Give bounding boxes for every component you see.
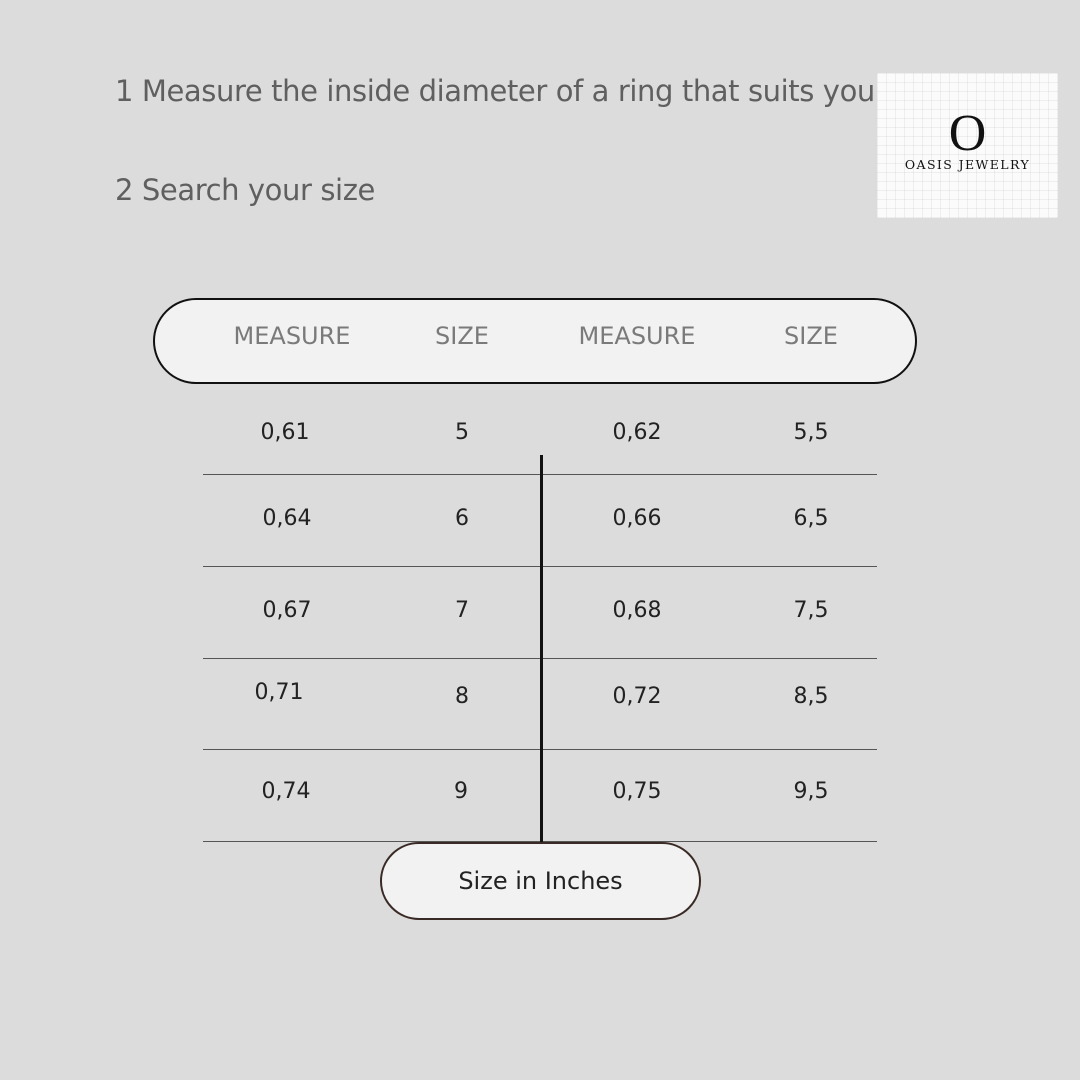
logo-name: OASIS JEWELRY	[904, 157, 1031, 172]
column-divider	[540, 455, 543, 842]
size-cell: 6	[455, 506, 469, 531]
units-label	[380, 842, 701, 920]
size-cell: 8,5	[793, 684, 829, 709]
measure-cell: 0,61	[260, 420, 310, 445]
measure-cell: 0,74	[261, 779, 311, 804]
measure-cell: 0,71	[254, 680, 304, 705]
size-cell: 7,5	[793, 598, 829, 623]
measure-cell: 0,64	[262, 506, 312, 531]
instruction-step-1: 1 Measure the inside diameter of a ring that suits you	[115, 74, 875, 108]
units-label-text: Size in Inches	[458, 867, 623, 895]
size-cell: 7	[455, 598, 469, 623]
header-measure-1: MEASURE	[233, 322, 351, 350]
instruction-step-2: 2 Search your size	[115, 173, 375, 207]
measure-cell: 0,67	[262, 598, 312, 623]
brand-logo	[877, 73, 1058, 218]
measure-cell: 0,68	[612, 598, 662, 623]
measure-cell: 0,62	[612, 420, 662, 445]
measure-cell: 0,75	[612, 779, 662, 804]
header-size-2: SIZE	[784, 322, 838, 350]
logo-mark: O	[948, 105, 987, 162]
size-cell: 9	[454, 779, 468, 804]
size-cell: 8	[455, 684, 469, 709]
header-measure-2: MEASURE	[578, 322, 696, 350]
header-size-1: SIZE	[435, 322, 489, 350]
size-cell: 5,5	[793, 420, 829, 445]
measure-cell: 0,72	[612, 684, 662, 709]
size-cell: 9,5	[793, 779, 829, 804]
size-cell: 6,5	[793, 506, 829, 531]
size-cell: 5	[455, 420, 469, 445]
measure-cell: 0,66	[612, 506, 662, 531]
